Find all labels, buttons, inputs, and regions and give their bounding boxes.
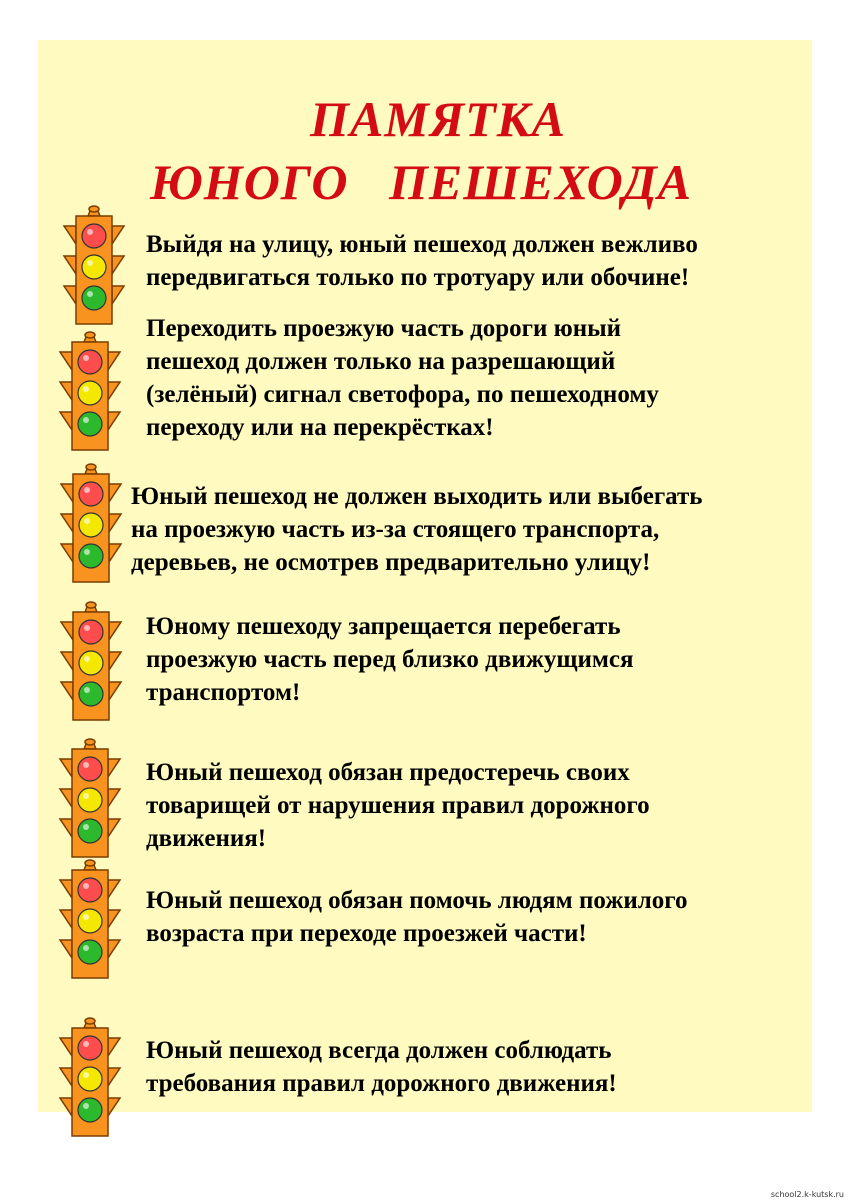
rule-1: Выйдя на улицу, юный пешеход должен вежливо передвигаться только по тротуару или обочине! — [146, 231, 698, 291]
rule-4: Юному пешеходу запрещается перебегать проезжую часть перед близко движущимся транспортом! — [146, 613, 634, 706]
rule-5: Юный пешеход обязан предостеречь своих товарищей от нарушения правил дорожного движения! — [146, 759, 650, 852]
traffic-light-icon — [59, 600, 123, 724]
traffic-light-icon — [59, 462, 123, 586]
title-line-2: ЮНОГО ПЕШЕХОДА — [150, 154, 693, 210]
title-line-1: ПАМЯТКА — [310, 91, 566, 147]
rule-7: Юный пешеход всегда должен соблюдать требования правил дорожного движения! — [146, 1037, 617, 1097]
traffic-light-icon — [58, 737, 122, 861]
watermark: school2.k-kutsk.ru — [770, 1190, 844, 1199]
traffic-light-icon — [62, 204, 126, 328]
rule-2: Переходить проезжую часть дороги юный пешеход должен только на разрешающий (зелёный) сигнал светофора, по пешеходному переходу или на перекрёстках! — [146, 315, 659, 441]
traffic-light-icon — [58, 1016, 122, 1140]
rule-6: Юный пешеход обязан помочь людям пожилого возраста при переходе проезжей части! — [146, 887, 688, 947]
rule-3: Юный пешеход не должен выходить или выбегать на проезжую часть из-за стоящего транспорта, деревьев, не осмотрев предварительно улицу! — [131, 483, 703, 576]
traffic-light-icon — [58, 330, 122, 454]
traffic-light-icon — [58, 858, 122, 982]
